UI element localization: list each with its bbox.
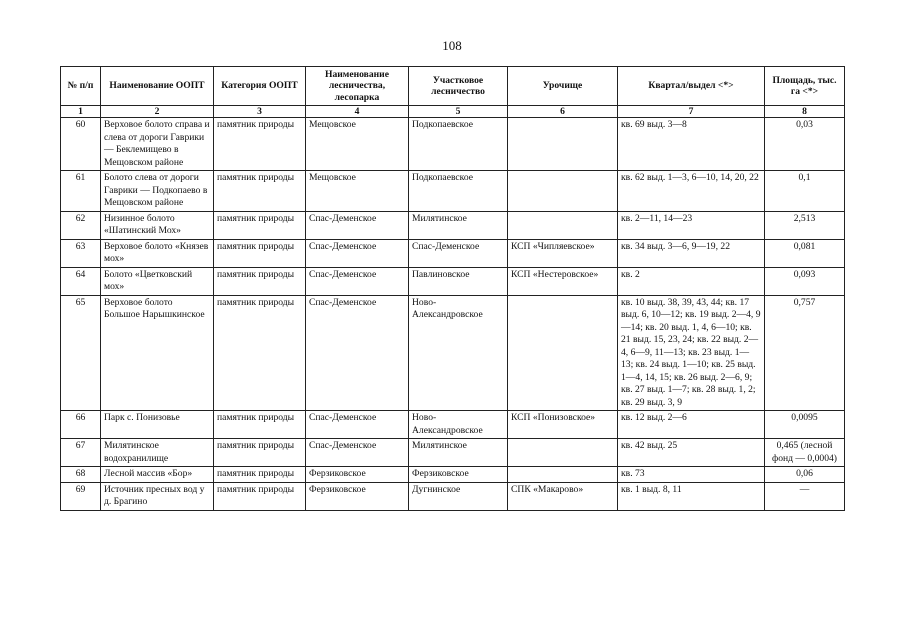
area-size: 2,513 — [765, 211, 845, 239]
area-size: 0,1 — [765, 171, 845, 212]
table-row — [61, 482, 845, 510]
protected-areas-table — [60, 66, 845, 511]
tract-name — [508, 211, 618, 239]
tract-name — [508, 118, 618, 171]
column-number: 8 — [765, 106, 845, 118]
table-row — [61, 295, 845, 411]
column-number: 7 — [618, 106, 765, 118]
quarter-parcel: кв. 69 выд. 3—8 — [618, 118, 765, 171]
column-number-row — [61, 106, 845, 118]
area-size: 0,093 — [765, 267, 845, 295]
table-row — [61, 171, 845, 212]
area-name: Милятинское водохранилище — [101, 439, 214, 467]
column-number: 2 — [101, 106, 214, 118]
table-row — [61, 239, 845, 267]
row-number: 66 — [61, 411, 101, 439]
column-number: 3 — [214, 106, 306, 118]
district-forestry: Ферзиковское — [409, 467, 508, 483]
area-name: Верховое болото справа и слева от дороги Гаврики — Беклемищево в Мещовском районе — [101, 118, 214, 171]
area-name: Парк с. Понизовье — [101, 411, 214, 439]
quarter-parcel: кв. 10 выд. 38, 39, 43, 44; кв. 17 выд. 6, 10—12; кв. 19 выд. 2—4, 9—14; кв. 20 выд. 1, 4, 6—10; кв. 21 выд. 15, 23, 24; кв. 22 выд. 2—4, 6—9, 11—13; кв. 23 выд. 1—13; кв. 24 выд. 1—10; кв. 25 выд. 1—4, 14, 15; кв. 26 выд. 2—6, 9; кв. 27 выд. 1—7; кв. 28 выд. 1, 2; кв. 29 выд. 3, 9 — [618, 295, 765, 411]
area-category: памятник природы — [214, 295, 306, 411]
district-forestry: Милятинское — [409, 211, 508, 239]
area-name: Лесной массив «Бор» — [101, 467, 214, 483]
area-category: памятник природы — [214, 467, 306, 483]
forestry-name: Спас-Деменское — [306, 439, 409, 467]
area-name: Болото слева от дороги Гаврики — Подкопаево в Мещовском районе — [101, 171, 214, 212]
quarter-parcel: кв. 2—11, 14—23 — [618, 211, 765, 239]
row-number: 68 — [61, 467, 101, 483]
table-row — [61, 118, 845, 171]
header-cell: Участковое лесничество — [409, 67, 508, 106]
tract-name: СПК «Макарово» — [508, 482, 618, 510]
quarter-parcel: кв. 2 — [618, 267, 765, 295]
quarter-parcel: кв. 34 выд. 3—6, 9—19, 22 — [618, 239, 765, 267]
column-number: 1 — [61, 106, 101, 118]
forestry-name: Спас-Деменское — [306, 239, 409, 267]
tract-name — [508, 439, 618, 467]
district-forestry: Ново-Александровское — [409, 411, 508, 439]
header-cell: № п/п — [61, 67, 101, 106]
district-forestry: Спас-Деменское — [409, 239, 508, 267]
tract-name: КСП «Нестеровское» — [508, 267, 618, 295]
forestry-name: Ферзиковское — [306, 467, 409, 483]
column-number: 4 — [306, 106, 409, 118]
district-forestry: Павлиновское — [409, 267, 508, 295]
table-row — [61, 467, 845, 483]
page-number: 108 — [442, 38, 462, 53]
forestry-name: Мещовское — [306, 118, 409, 171]
table-row — [61, 211, 845, 239]
row-number: 64 — [61, 267, 101, 295]
header-cell: Квартал/выдел <*> — [618, 67, 765, 106]
quarter-parcel: кв. 42 выд. 25 — [618, 439, 765, 467]
quarter-parcel: кв. 12 выд. 2—6 — [618, 411, 765, 439]
area-size: 0,03 — [765, 118, 845, 171]
quarter-parcel: кв. 62 выд. 1—3, 6—10, 14, 20, 22 — [618, 171, 765, 212]
area-size: 0,081 — [765, 239, 845, 267]
area-size: 0,757 — [765, 295, 845, 411]
forestry-name: Ферзиковское — [306, 482, 409, 510]
column-number: 6 — [508, 106, 618, 118]
row-number: 60 — [61, 118, 101, 171]
area-category: памятник природы — [214, 171, 306, 212]
quarter-parcel: кв. 73 — [618, 467, 765, 483]
district-forestry: Подкопаевское — [409, 171, 508, 212]
row-number: 61 — [61, 171, 101, 212]
tract-name — [508, 171, 618, 212]
header-cell: Площадь, тыс. га <*> — [765, 67, 845, 106]
header-cell: Наименование ООПТ — [101, 67, 214, 106]
row-number: 65 — [61, 295, 101, 411]
forestry-name: Спас-Деменское — [306, 295, 409, 411]
row-number: 63 — [61, 239, 101, 267]
row-number: 62 — [61, 211, 101, 239]
area-size: 0,0095 — [765, 411, 845, 439]
forestry-name: Спас-Деменское — [306, 267, 409, 295]
district-forestry: Дугнинское — [409, 482, 508, 510]
area-category: памятник природы — [214, 439, 306, 467]
area-size: 0,465 (лесной фонд — 0,0004) — [765, 439, 845, 467]
area-category: памятник природы — [214, 239, 306, 267]
header-cell: Категория ООПТ — [214, 67, 306, 106]
area-name: Болото «Цветковский мох» — [101, 267, 214, 295]
area-category: памятник природы — [214, 482, 306, 510]
district-forestry: Подкопаевское — [409, 118, 508, 171]
area-size: — — [765, 482, 845, 510]
column-number: 5 — [409, 106, 508, 118]
row-number: 69 — [61, 482, 101, 510]
area-category: памятник природы — [214, 411, 306, 439]
area-name: Верховое болото Большое Нарышкинское — [101, 295, 214, 411]
area-size: 0,06 — [765, 467, 845, 483]
header-cell: Наименование лесничества, лесопарка — [306, 67, 409, 106]
header-row — [61, 67, 845, 106]
forestry-name: Спас-Деменское — [306, 411, 409, 439]
forestry-name: Спас-Деменское — [306, 211, 409, 239]
area-name: Источник пресных вод у д. Брагино — [101, 482, 214, 510]
table-row — [61, 439, 845, 467]
tract-name — [508, 295, 618, 411]
row-number: 67 — [61, 439, 101, 467]
quarter-parcel: кв. 1 выд. 8, 11 — [618, 482, 765, 510]
table-body — [61, 118, 845, 511]
header-cell: Урочище — [508, 67, 618, 106]
area-category: памятник природы — [214, 267, 306, 295]
forestry-name: Мещовское — [306, 171, 409, 212]
area-name: Верховое болото «Князев мох» — [101, 239, 214, 267]
district-forestry: Ново-Александровское — [409, 295, 508, 411]
area-category: памятник природы — [214, 211, 306, 239]
table-row — [61, 411, 845, 439]
tract-name: КСП «Чипляевское» — [508, 239, 618, 267]
district-forestry: Милятинское — [409, 439, 508, 467]
area-name: Низинное болото «Шатинский Мох» — [101, 211, 214, 239]
area-category: памятник природы — [214, 118, 306, 171]
tract-name: КСП «Понизовское» — [508, 411, 618, 439]
table-row — [61, 267, 845, 295]
tract-name — [508, 467, 618, 483]
